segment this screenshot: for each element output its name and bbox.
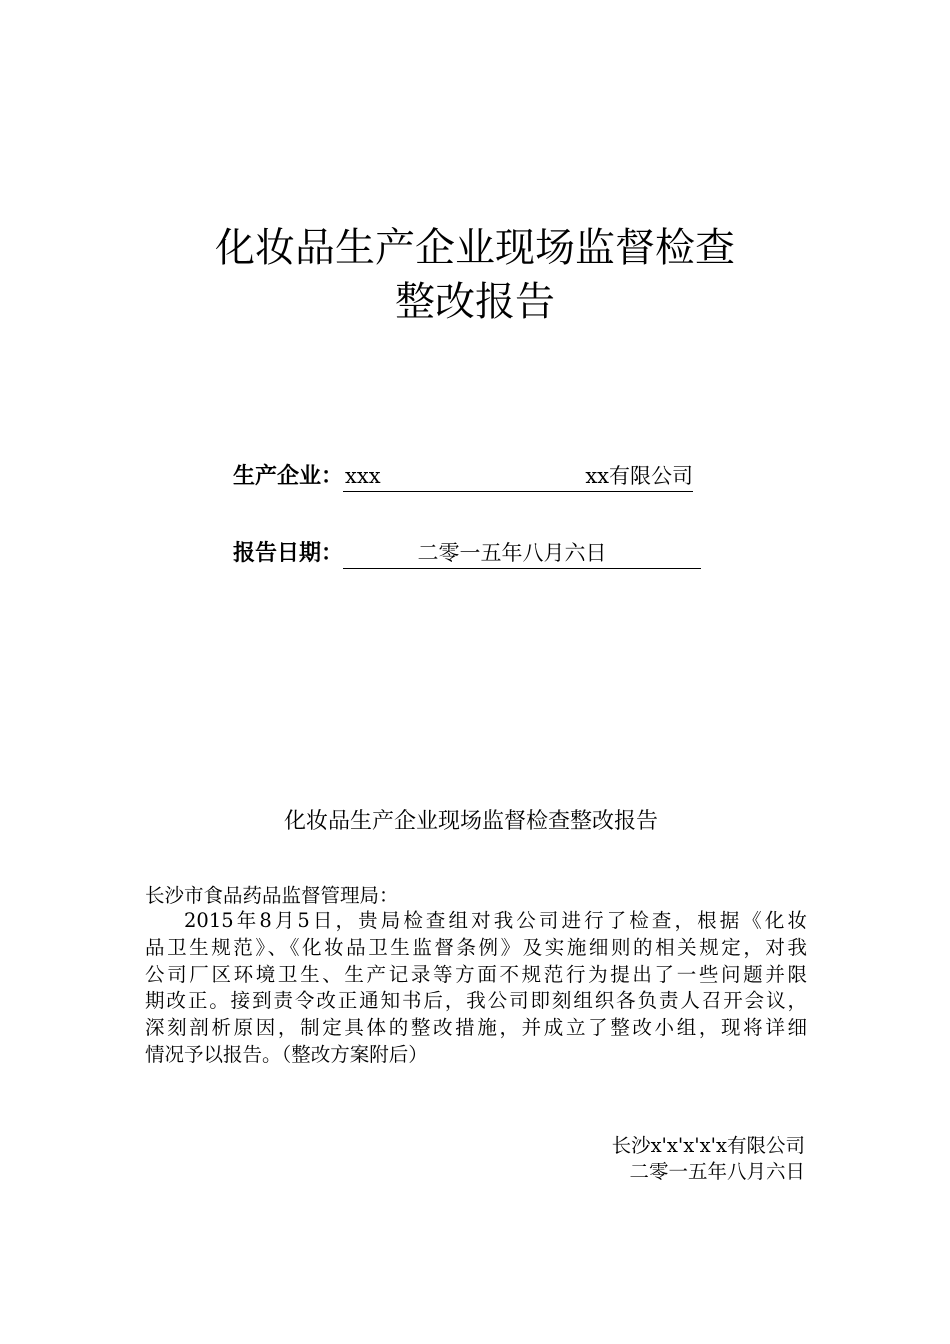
report-body-paragraph: [145, 908, 807, 1069]
body-line: 2015年8月5日，贵局检查组对我公司进行了检查，根据《化妆: [184, 909, 807, 932]
body-line: 品卫生规范》、《化妆品卫生监督条例》及实施细则的相关规定，对我: [145, 935, 807, 959]
report-subtitle: 化妆品生产企业现场监督检查整改报告: [284, 809, 659, 834]
body-line: 公司厂区环境卫生、生产记录等方面不规范行为提出了一些问题并限: [145, 962, 807, 986]
company-value-prefix: xxx: [345, 464, 381, 488]
company-value-suffix: xx有限公司: [585, 464, 694, 488]
report-date-text: 二零一五年八月六日: [417, 541, 607, 565]
company-label: 生产企业：: [233, 464, 344, 489]
cover-title-line-1: 化妆品生产企业现场监督检查: [215, 225, 735, 271]
report-date-field-row: [233, 533, 701, 569]
company-field-row: [233, 456, 693, 492]
body-line: 期改正。接到责令改正通知书后，我公司即刻组织各负责人召开会议，: [145, 989, 807, 1013]
salutation: 长沙市食品药品监督管理局：: [145, 884, 399, 907]
body-line: 深刻剖析原因，制定具体的整改措施，并成立了整改小组，现将详细: [145, 1016, 807, 1040]
signature-company: 长沙x'x'x'x'x有限公司: [611, 1134, 805, 1157]
body-line: 情况予以报告。（整改方案附后）: [145, 1042, 428, 1066]
report-date-label: 报告日期：: [233, 541, 344, 566]
company-value: [343, 461, 693, 492]
cover-title-line-2: 整改报告: [395, 279, 555, 325]
signature-date: 二零一五年八月六日: [629, 1160, 805, 1183]
report-date-value: [343, 538, 701, 569]
